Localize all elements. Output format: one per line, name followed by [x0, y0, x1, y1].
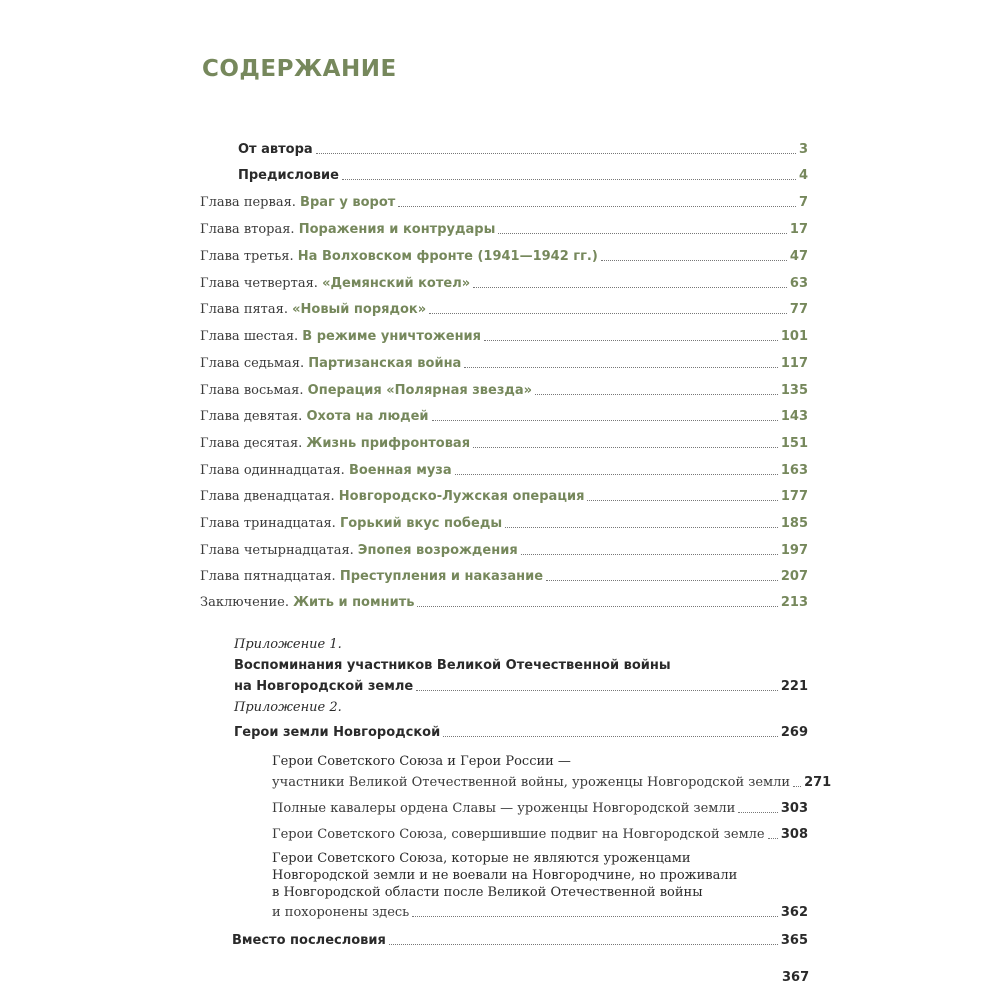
toc-entry-prefix: Глава четвертая.: [200, 276, 318, 291]
toc-entry-title: Горький вкус победы: [339, 516, 503, 531]
subsection-title: Герои Советского Союза и Герои России —: [272, 754, 571, 769]
afterword-title: Вместо послесловия: [232, 933, 386, 948]
leader-dots: [398, 206, 796, 207]
toc-entry-page: 47: [789, 249, 808, 264]
toc-entry: [200, 352, 808, 372]
toc-entry-page: 271: [804, 775, 832, 790]
toc-entry-page: 221: [780, 679, 808, 694]
toc-entry-page: 185: [780, 516, 808, 531]
toc-entry: [238, 138, 808, 158]
leader-dots: [464, 367, 778, 368]
toc-entry-title: Жить и помнить: [293, 595, 415, 610]
toc-entry-page: 143: [780, 409, 808, 424]
leader-dots: [768, 838, 778, 839]
toc-entry: [272, 823, 808, 843]
toc-entry-page: 197: [780, 543, 808, 558]
toc-entry-title: Военная муза: [348, 463, 452, 478]
toc-entry: [200, 565, 808, 585]
toc-entry-title: Жизнь прифронтовая: [306, 436, 471, 451]
toc-entry-page: 303: [780, 801, 808, 816]
toc-entry-prefix: Глава пятая.: [200, 302, 288, 317]
toc-entry: [232, 929, 808, 949]
toc-entry: [200, 298, 808, 318]
appendix-1-title-cont: на Новгородской земле: [234, 679, 414, 694]
appendix-1-title: Воспоминания участников Великой Отечественной войны: [234, 658, 671, 673]
toc-entry-page: 362: [780, 905, 808, 920]
toc-entry-prefix: Глава седьмая.: [200, 356, 305, 371]
leader-dots: [535, 394, 778, 395]
leader-dots: [473, 447, 778, 448]
toc-entry: [272, 771, 832, 791]
toc-entry-page: 4: [798, 168, 808, 183]
toc-entry-title: В режиме уничтожения: [302, 329, 482, 344]
page-title: СОДЕРЖАНИЕ: [202, 56, 397, 82]
toc-entry-prefix: Глава первая.: [200, 195, 296, 210]
subsection-title-cont: Новгородской земли и не воевали на Новгородчине, но проживали: [272, 868, 738, 883]
leader-dots: [389, 944, 778, 945]
toc-entry: [234, 721, 808, 741]
toc-entry-prefix: Глава одиннадцатая.: [200, 463, 345, 478]
subsection-title: Герои Советского Союза, которые не являются уроженцами: [272, 851, 691, 866]
leader-dots: [738, 812, 778, 813]
toc-entry: [272, 797, 808, 817]
leader-dots: [473, 287, 787, 288]
toc-entry-page: 207: [780, 569, 808, 584]
toc-entry-title: «Новый порядок»: [292, 302, 427, 317]
appendix-2-title: Герои земли Новгородской: [234, 725, 441, 740]
toc-entry-page: 213: [780, 595, 808, 610]
toc-entry-page: 308: [780, 827, 808, 842]
toc-entry-prefix: Глава четырнадцатая.: [200, 543, 354, 558]
leader-dots: [342, 179, 796, 180]
toc-entry-page: 7: [798, 195, 808, 210]
leader-dots: [484, 340, 778, 341]
toc-entry: [200, 432, 808, 452]
toc-entry-title: На Волховском фронте (1941—1942 гг.): [297, 249, 598, 264]
toc-entry-title: Партизанская война: [308, 356, 462, 371]
leader-dots: [417, 606, 777, 607]
leader-dots: [505, 527, 778, 528]
toc-entry-page: 151: [780, 436, 808, 451]
toc-entry: [200, 325, 808, 345]
subsection-title: Полные кавалеры ордена Славы — уроженцы Новгородской земли: [272, 801, 736, 816]
leader-dots: [521, 554, 778, 555]
subsection-title: Герои Советского Союза, совершившие подвиг на Новгородской земле: [272, 827, 765, 842]
toc-entry-prefix: Глава третья.: [200, 249, 294, 264]
toc-entry-page: 117: [780, 356, 808, 371]
leader-dots: [546, 580, 778, 581]
toc-entry-page: 101: [780, 329, 808, 344]
toc-entry: [200, 405, 808, 425]
toc-entry-page: 77: [789, 302, 808, 317]
toc-entry: [200, 591, 808, 611]
toc-entry: [200, 512, 808, 532]
toc-entry: [200, 272, 808, 292]
toc-entry: [200, 379, 808, 399]
toc-entry-title: Эпопея возрождения: [357, 543, 518, 558]
leader-dots: [316, 153, 796, 154]
appendix-1-label: Приложение 1.: [234, 637, 342, 652]
toc-entry: [200, 245, 808, 265]
toc-entry: [200, 539, 808, 559]
toc-entry-title: «Демянский котел»: [322, 276, 471, 291]
toc-entry: [200, 191, 808, 211]
leader-dots: [429, 313, 787, 314]
toc-entry-title: Охота на людей: [306, 409, 429, 424]
toc-entry-page: 135: [780, 383, 808, 398]
toc-entry: [272, 901, 808, 921]
toc-entry-page: 3: [798, 142, 808, 157]
toc-entry-prefix: Глава вторая.: [200, 222, 295, 237]
leader-dots: [498, 233, 787, 234]
toc-entry: [200, 218, 808, 238]
subsection-title-cont: в Новгородской области после Великой Отечественной войны: [272, 885, 703, 900]
toc-entry-title: Враг у ворот: [300, 195, 396, 210]
toc-entry-prefix: Глава девятая.: [200, 409, 303, 424]
toc-entry-prefix: Глава тринадцатая.: [200, 516, 336, 531]
toc-entry: [200, 485, 808, 505]
toc-entry-title: От автора: [238, 142, 313, 157]
leader-dots: [587, 500, 777, 501]
toc-entry-title: Поражения и контрудары: [298, 222, 496, 237]
subsection-title-cont: участники Великой Отечественной войны, уроженцы Новгородской земли: [272, 775, 791, 790]
leader-dots: [443, 736, 778, 737]
toc-entry: [200, 459, 808, 479]
page-number: 367: [782, 970, 810, 985]
toc-entry-page: 365: [780, 933, 808, 948]
leader-dots: [412, 916, 778, 917]
toc-entry-prefix: Заключение.: [200, 595, 289, 610]
toc-entry-page: 63: [789, 276, 808, 291]
leader-dots: [455, 474, 778, 475]
toc-entry-title: Новгородско-Лужская операция: [338, 489, 585, 504]
toc-entry-prefix: Глава восьмая.: [200, 383, 304, 398]
subsection-title-cont: и похоронены здесь: [272, 905, 410, 920]
toc-entry-page: 269: [780, 725, 808, 740]
leader-dots: [793, 786, 801, 787]
toc-entry-prefix: Глава двенадцатая.: [200, 489, 335, 504]
toc-entry-title: Преступления и наказание: [339, 569, 544, 584]
toc-entry-prefix: Глава десятая.: [200, 436, 303, 451]
toc-entry-prefix: Глава шестая.: [200, 329, 299, 344]
leader-dots: [432, 420, 778, 421]
toc-entry-prefix: Глава пятнадцатая.: [200, 569, 336, 584]
toc-entry-page: 177: [780, 489, 808, 504]
toc-entry-title: Операция «Полярная звезда»: [307, 383, 533, 398]
leader-dots: [416, 690, 778, 691]
toc-entry: [238, 164, 808, 184]
leader-dots: [601, 260, 787, 261]
toc-entry: [234, 675, 808, 695]
appendix-2-label: Приложение 2.: [234, 700, 342, 715]
toc-entry-page: 17: [789, 222, 808, 237]
toc-entry-page: 163: [780, 463, 808, 478]
toc-entry-title: Предисловие: [238, 168, 339, 183]
